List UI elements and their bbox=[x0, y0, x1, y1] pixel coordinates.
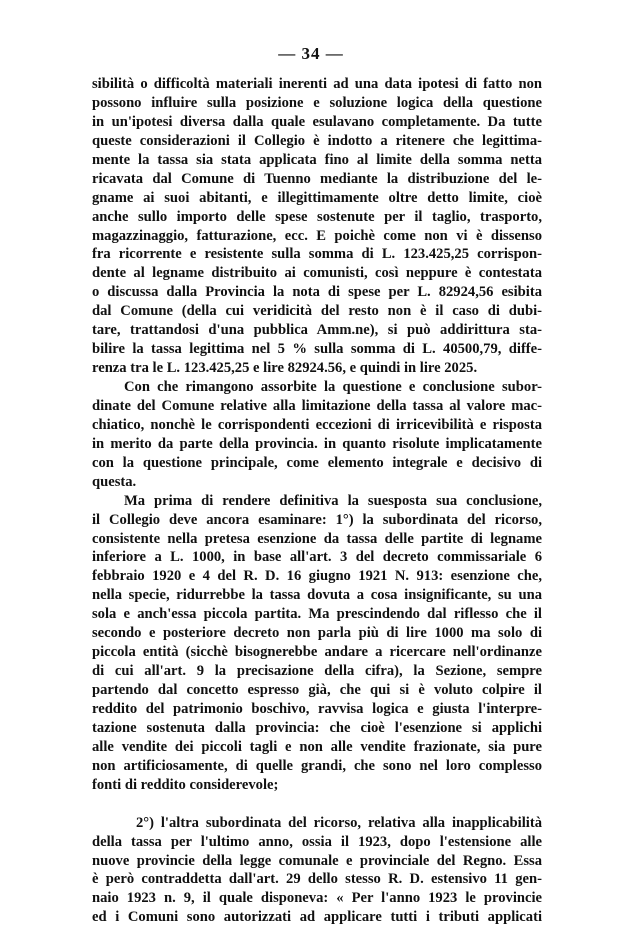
text-line: bilire la tassa legittima nel 5 % sulla somma di L. 40500,79, diffe- bbox=[92, 341, 542, 358]
text-line: alle vendite dei piccoli tagli e non alle vendite frazionate, sia pure bbox=[92, 738, 542, 755]
text-line: ed i Comuni sono autorizzati ad applicare tutti i tributi applicati bbox=[92, 909, 542, 926]
text-line: possono influire sulla posizione e soluzione logica della questione bbox=[92, 94, 542, 111]
text-line: chiatico, nonchè le corrispondenti eccezioni di irricevibilità e risposta bbox=[92, 416, 542, 433]
text-line: è però contraddetta dall'art. 29 dello stesso R. D. estensivo 11 gen- bbox=[92, 871, 542, 888]
body-text bbox=[92, 75, 542, 927]
text-line: febbraio 1920 e 4 del R. D. 16 giugno 1921 N. 913: esenzione che, bbox=[92, 568, 542, 585]
text-line: in un'ipotesi diversa dalla quale esulavano completamente. Da tutte bbox=[92, 113, 542, 130]
text-line: o discussa dalla Provincia la nota di spese per L. 82924,56 esibita bbox=[92, 284, 542, 301]
paragraph-4 bbox=[92, 814, 542, 927]
text-line: magazzinaggio, fatturazione, ecc. E poichè come non vi è dissenso bbox=[92, 227, 542, 244]
text-line: di cui all'art. 9 la precisazione della cifra), la Sezione, sempre bbox=[92, 663, 542, 680]
text-line: con la questione principale, come elemento integrale e decisivo di bbox=[92, 454, 542, 471]
text-line: tare, trattandosi d'una pubblica Amm.ne), si può addirittura sta- bbox=[92, 322, 542, 339]
text-line: renza tra le L. 123.425,25 e lire 82924.56, e quindi in lire 2025. bbox=[92, 360, 478, 377]
text-line: in merito da parte della provincia. in quanto risolute implicatamente bbox=[92, 435, 542, 452]
text-line: queste considerazioni il Collegio è indotto a ritenere che legittima- bbox=[92, 132, 542, 149]
page-number: — 34 — bbox=[278, 44, 344, 63]
text-line: partendo dal concetto espresso già, che qui si è voluto colpire il bbox=[92, 682, 542, 698]
paragraph-1 bbox=[92, 75, 542, 378]
text-line: dal Comune (della cui veridicità del resto non è il caso di dubi- bbox=[92, 303, 542, 320]
text-line: anche sullo importo delle spese sostenute per il taglio, trasporto, bbox=[92, 208, 542, 225]
text-line: dente al legname distribuito ai comunisti, così neppure è contestata bbox=[92, 265, 542, 282]
text-line: non artificiosamente, di quelle grandi, che sono nel loro complesso bbox=[92, 757, 542, 774]
paragraph-3 bbox=[92, 492, 542, 795]
text-line: inferiore a L. 1000, in base all'art. 3 del decreto commissariale 6 bbox=[92, 549, 542, 566]
paragraph-2 bbox=[92, 378, 542, 492]
text-line: gname ai suoi abitanti, e illegittimamente oltre detto limite, cioè bbox=[92, 189, 542, 206]
text-line: nella specie, ridurrebbe la tassa dovuta a cosa insignificante, su una bbox=[92, 587, 542, 604]
text-line: ricavata dal Comune di Tuenno mediante la distribuzione del le- bbox=[92, 170, 542, 187]
text-line: nuove provincie della legge comunale e provinciale del Regno. Essa bbox=[92, 852, 542, 869]
text-line: secondo e posteriore decreto non parla più di lire 1000 ma solo di bbox=[92, 625, 542, 642]
text-line: Con che rimangono assorbite la questione e conclusione subor- bbox=[124, 379, 542, 395]
text-line: 2°) l'altra subordinata del ricorso, relativa alla inapplicabilità bbox=[136, 814, 542, 831]
text-line: fonti di reddito considerevole; bbox=[92, 776, 279, 793]
paragraph-spacer bbox=[92, 795, 542, 814]
text-line: questa. bbox=[92, 473, 137, 490]
text-line: sola e anch'essa piccola partita. Ma prescindendo dal riflesso che il bbox=[92, 606, 542, 623]
text-line: reddito del patrimonio boschivo, ravvisa logica e giusta l'interpre- bbox=[92, 700, 542, 717]
text-line: Ma prima di rendere definitiva la suesposta sua conclusione, bbox=[124, 492, 542, 509]
text-line: consistente nella pretesa esenzione da tassa delle partite di legname bbox=[92, 530, 542, 547]
text-line: mente la tassa sia stata applicata fino al limite della somma netta bbox=[92, 151, 542, 168]
text-line: naio 1923 n. 9, il quale disponeva: « Per l'anno 1923 le provincie bbox=[92, 890, 542, 907]
text-line: sibilità o difficoltà materiali inerenti ad una data ipotesi di fatto non bbox=[92, 76, 542, 92]
text-line: il Collegio deve ancora esaminare: 1°) la subordinata del ricorso, bbox=[92, 511, 542, 528]
text-line: fra ricorrente e resistente sulla somma di L. 123.425,25 corrispon- bbox=[92, 246, 542, 263]
text-line: tazione sostenuta dalla provincia: che cioè l'esenzione si applichi bbox=[92, 719, 542, 736]
text-line: piccola entità (sicchè bisognerebbe andare a ricercare nell'ordinanze bbox=[92, 644, 542, 661]
text-line: della tassa per l'ultimo anno, ossia il 1923, dopo l'estensione alle bbox=[92, 833, 542, 850]
text-line: dinate del Comune relative alla limitazione della tassa al valore mac- bbox=[92, 397, 542, 414]
